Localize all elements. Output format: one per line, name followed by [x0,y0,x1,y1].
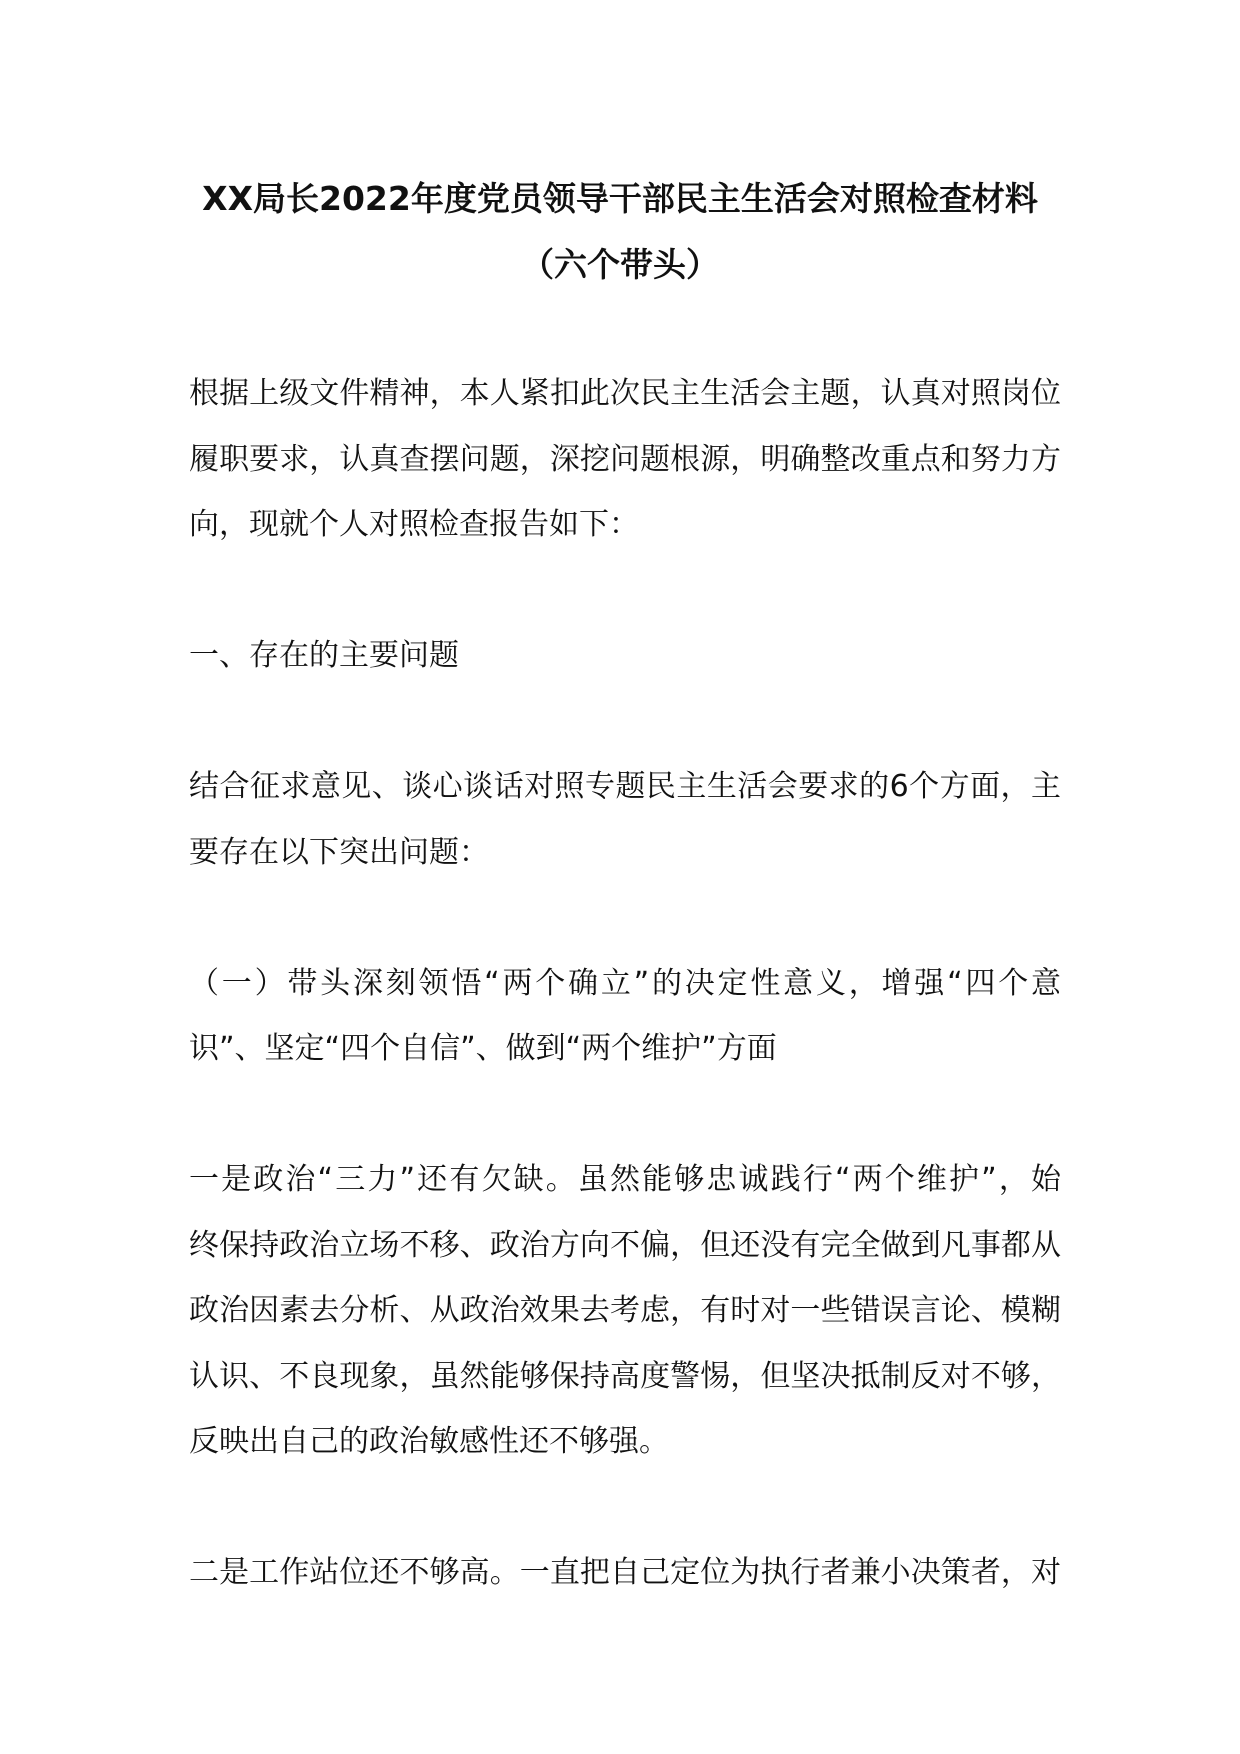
text-line: 一是政治“三力”还有欠缺。虽然能够忠诚践行“两个维护”，始 [189,1162,1061,1197]
text-line: 根据上级文件精神，本人紧扣此次民主生活会主题，认真对照岗位 [189,376,1061,411]
text-line: 认识、不良现象，虽然能够保持高度警惕，但坚决抵制反对不够， [189,1358,1061,1394]
text-line: 终保持政治立场不移、政治方向不偏，但还没有完全做到凡事都从 [189,1227,1061,1263]
document-body [189,361,1061,1671]
text-line: 一、存在的主要问题 [189,638,459,673]
intro-paragraph [189,361,1061,558]
subsection-heading [189,951,1061,1082]
text-line: 反映出自己的政治敏感性还不够强。 [189,1424,669,1459]
issue-paragraph-1 [189,1147,1061,1475]
text-line: 识”、坚定“四个自信”、做到“两个维护”方面 [189,1031,777,1066]
text-line: 履职要求，认真查摆问题，深挖问题根源，明确整改重点和努力方 [189,441,1061,477]
issue-paragraph-2 [189,1540,1061,1606]
document-subtitle: （六个带头） [521,245,719,284]
text-line: 结合征求意见、谈心谈话对照专题民主生活会要求的6个方面，主 [189,769,1061,804]
text-line: 向，现就个人对照检查报告如下： [189,507,639,542]
summary-paragraph [189,754,1061,885]
text-line: （一）带头深刻领悟“两个确立”的决定性意义，增强“四个意 [189,965,1061,1001]
section-heading [189,623,1061,689]
document-title: XX局长2022年度党员领导干部民主生活会对照检查材料 [202,179,1038,218]
text-line: 要存在以下突出问题： [189,834,489,870]
text-line: 二是工作站位还不够高。一直把自己定位为执行者兼小决策者，对 [189,1555,1061,1590]
text-line: 政治因素去分析、从政治效果去考虑，有时对一些错误言论、模糊 [189,1293,1061,1328]
